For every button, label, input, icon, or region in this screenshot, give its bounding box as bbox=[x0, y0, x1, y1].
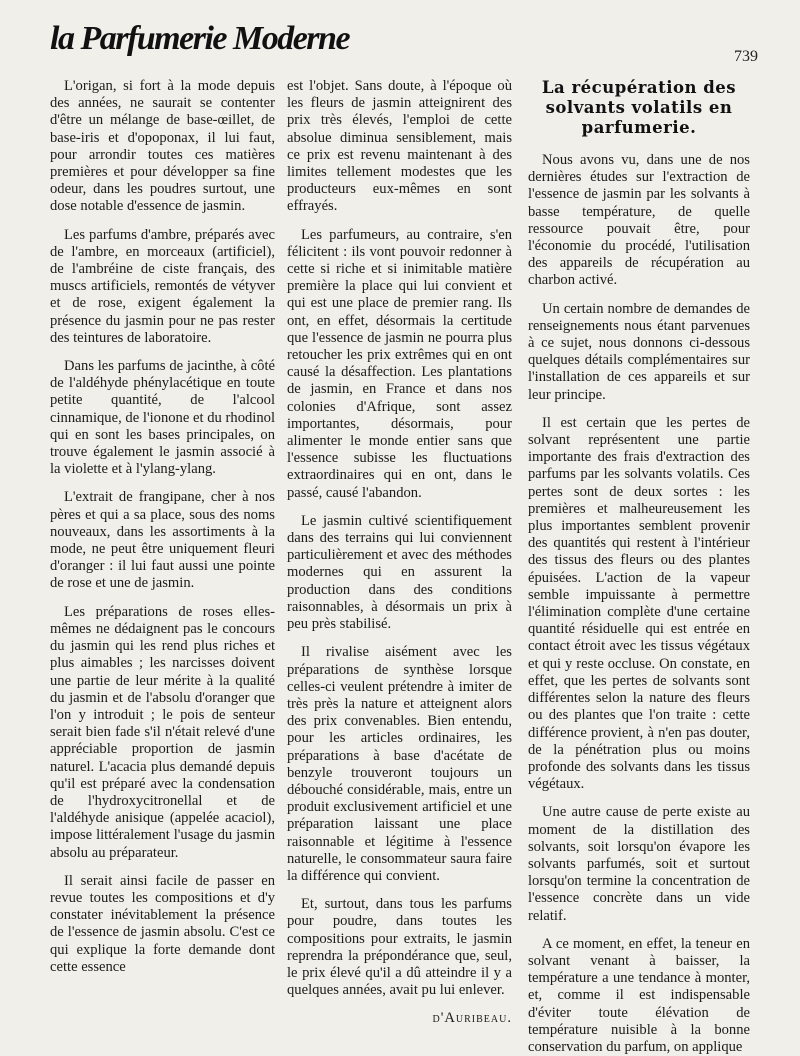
page-number: 739 bbox=[734, 48, 758, 65]
author-signature: d'Auribeau. bbox=[432, 1010, 512, 1027]
paragraph: Le jasmin cultivé scientifiquement dans des terrains qui lui conviennent particulièrement et avec des méthodes modernes qui en assurent la production dans des conditions raisonnables, à désormais un prix à peu près stabilisé. bbox=[287, 512, 512, 633]
paragraph: Il rivalise aisément avec les préparations de synthèse lorsque celles-ci veulent prétendre à imiter de très près la nature et atteignent alors des prix convenables. Bien entendu, pour les articles ordinaires, les préparations à base d'acétate de benzyle trouveront toujours un débouché considérable, mais, entre un produit exclusivement artificiel et une préparation laissant une place raisonnable et légitime à l'essence naturelle, le consommateur saura faire la différence qui convient. bbox=[287, 644, 512, 884]
paragraph: Les préparations de roses elles-mêmes ne dédaignent pas le concours du jasmin qui les rend plus riches et plus aimables ; les narcisses doivent une partie de leur mérite à la qualité du jasmin et de l'absolu d'oranger que l'on y introduit ; le pois de senteur serait bien fade s'il n'était relevé d'une appréciable proportion de jasmin naturel. L'acacia plus demandé depuis qu'il est préparé avec la condensation de l'hydroxycitronellal et de l'aldéhyde anisique (appelée acaciol), impose littéralement l'usage du jasmin absolu au préparateur. bbox=[50, 603, 275, 861]
paragraph: est l'objet. Sans doute, à l'époque où les fleurs de jasmin atteignirent des prix très élevés, l'emploi de cette absolue diminua sensiblement, mais ce prix est revenu maintenant à des limites tellement modestes que les producteurs eux-mêmes en sont effrayés. bbox=[287, 78, 512, 215]
paragraph: Une autre cause de perte existe au moment de la distillation des solvants, soit lorsqu'on évapore les solvants parfumés, soit et surtout lorsqu'on termine la concentration de l'essence concrète dans un vide relatif. bbox=[528, 804, 750, 924]
column-3 bbox=[528, 78, 750, 1056]
masthead-logo: la Parfumerie Moderne bbox=[50, 20, 350, 57]
paragraph: Il est certain que les pertes de solvant représentent une partie importante des frais d'extraction des parfums par les solvants volatils. Ces pertes sont de deux sortes : les premières et malheureusement les plus importantes semblent provenir des quantités qui restent à l'intérieur des tissus des fleurs ou des plantes épuisées. L'action de la vapeur semble impuissante à permettre l'élimination complète d'une certaine quantité résiduelle qui est entrée en contact étroit avec les tissus végétaux et qui y reste occluse. On constate, en effet, que les pertes de solvants sont différentes selon la nature des fleurs ou des plantes que l'on traite : cette différence provient, à n'en pas douter, de la pénétration plus ou moins profonde des solvants dans les tissus végétaux. bbox=[528, 414, 750, 793]
paragraph: Et, surtout, dans tous les parfums pour poudre, dans toutes les compositions pour extraits, le jasmin reprendra la prépondérance que, seul, le prix élevé qu'il a dû atteindre il y a quelques années, avait pu lui enlever. bbox=[287, 896, 512, 999]
paragraph: Un certain nombre de demandes de renseignements nous étant parvenues à ce sujet, nous donnons ci-dessous quelques détails complémentaires sur l'installation de ces appareils et sur leur principe. bbox=[528, 300, 750, 403]
paragraph: Nous avons vu, dans une de nos dernières études sur l'extraction de l'essence de jasmin par les solvants à basse température, de quelle ressource pouvait être, pour l'économie du procédé, l'utilisation des appareils de récupération au charbon activé. bbox=[528, 152, 750, 289]
paragraph: Dans les parfums de jacinthe, à côté de l'aldéhyde phénylacétique en toute petite quantité, de l'alcool cinnamique, de l'ionone et du rhodinol qui en sont les bases principales, on trouve également le jasmin associé à la violette et à l'ylang-ylang. bbox=[50, 358, 275, 478]
article-title: La récupération des solvants volatils en parfumerie. bbox=[541, 78, 737, 137]
paragraph: Il serait ainsi facile de passer en revue toutes les compositions et d'y constater inévitablement la présence de l'essence de jasmin absolu. C'est ce qui explique la forte demande dont cette essence bbox=[50, 872, 275, 975]
paragraph: L'extrait de frangipane, cher à nos pères et qui a sa place, sous des noms nouveaux, dans les assortiments à la mode, ne peut être uniquement fleuri d'oranger : il lui faut aussi une pointe de rose et une de jasmin. bbox=[50, 489, 275, 592]
paragraph: A ce moment, en effet, la teneur en solvant venant à baisser, la température a une tendance à monter, et, comme il est indispensable d'éviter toute élévation de température nuisible à la bonne conservation du parfum, on applique bbox=[528, 935, 750, 1055]
paragraph: Les parfums d'ambre, préparés avec de l'ambre, en morceaux (artificiel), de l'ambréine de ciste français, des muscs artificiels, remontés de vétyver et de rose, exigent également la présence du jasmin pour ne pas rester des teintures de laboratoire. bbox=[50, 226, 275, 346]
paragraph: Les parfumeurs, au contraire, s'en félicitent : ils vont pouvoir redonner à cette si riche et si inimitable matière première la place qui lui convient et qui est une place de premier rang. Ils ont, en effet, désormais la certitude que l'essence de jasmin ne pourra plus retoucher les prix extrêmes qui en ont causé la désaffection. Les plantations de jasmin, en France et dans nos colonies d'Afrique, sont assez importantes, désormais, pour alimenter le monde entier sans que l'essence subisse les fluctuations extraordinaires qui en ont, dans le passé, causé l'abandon. bbox=[287, 226, 512, 501]
column-1 bbox=[50, 78, 275, 976]
paragraph: L'origan, si fort à la mode depuis des années, ne saurait se contenter d'être un mélange de base-œillet, de base-iris et d'opoponax, il lui faut, pour arrondir toutes ces matières premières et pour développer sa fine odeur, dans les poudres surtout, une dose notable d'essence de jasmin. bbox=[50, 78, 275, 215]
column-2 bbox=[287, 78, 512, 1028]
